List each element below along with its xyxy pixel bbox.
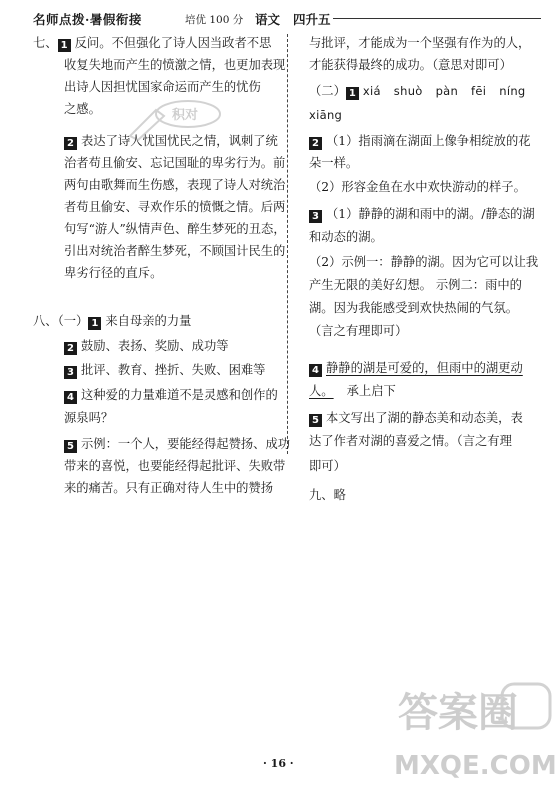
header-rule xyxy=(333,18,541,19)
answer-text: 和动态的湖。 xyxy=(309,230,383,244)
q8-4-line-1 xyxy=(64,387,278,404)
section-label: （二） xyxy=(309,84,346,98)
page-header xyxy=(33,8,538,28)
number-badge: 3 xyxy=(64,366,77,379)
grade-label: 四升五 xyxy=(293,12,331,27)
part2-5-line-1 xyxy=(309,410,523,427)
number-badge: 2 xyxy=(64,342,77,355)
part2-3-line-1 xyxy=(309,206,535,223)
section-label: 八、（一） xyxy=(33,314,89,328)
answer-text: 引出对统治者醉生梦死，不顾国计民生的 xyxy=(64,244,286,258)
answer-text: 源泉吗？ xyxy=(64,411,114,425)
answer-text: 表达了诗人忧国忧民之情，讽刺了统 xyxy=(81,134,278,148)
watermark-small xyxy=(116,96,236,142)
answer-text: 反问。不但强化了诗人因当政者不思 xyxy=(74,36,272,50)
number-badge: 4 xyxy=(64,391,77,404)
answer-text: （1）静静的湖和雨中的湖。/静态的湖 xyxy=(326,207,535,221)
answer-text: 达了作者对湖的喜爱之情。（言之有理 xyxy=(309,434,512,448)
answer-text: 示例：一个人，要能经得起赞扬、成功 xyxy=(81,437,291,451)
pinyin-row-1 xyxy=(309,83,526,100)
answer-text: 来的痛苦。只有正确对待人生中的赞扬 xyxy=(64,481,274,495)
answer-text: 之感。 xyxy=(64,102,101,116)
column-divider xyxy=(287,34,288,454)
book-title: 名师点拨·暑假衔接 xyxy=(33,12,142,27)
q9-answer: 九、略 xyxy=(309,488,346,502)
answer-text: （言之有理即可） xyxy=(309,324,408,338)
answer-text: （2）形容金鱼在水中欢快游动的样子。 xyxy=(309,180,526,194)
q8-5-line-1 xyxy=(64,436,290,453)
score-label: 培优 100 分 xyxy=(185,14,244,26)
page-number: · 16 · xyxy=(263,757,294,770)
answer-text: 两句由歌舞而生伤感，表现了诗人对统治 xyxy=(64,178,286,192)
answer-text: 批评、教育、挫折、失败、困难等 xyxy=(81,363,266,377)
number-badge: 2 xyxy=(64,137,77,150)
subject-label: 语文 xyxy=(255,12,281,27)
q7-line-1 xyxy=(33,35,271,52)
answer-text: 来自母亲的力量 xyxy=(105,314,192,328)
q8-3-line xyxy=(64,362,265,379)
number-badge: 1 xyxy=(88,317,101,330)
answer-text: 承上启下 xyxy=(346,384,396,398)
answer-text: 鼓励、表扬、奖励、成功等 xyxy=(81,339,229,353)
answer-text: 即可） xyxy=(309,459,346,473)
answer-text: 者苟且偷安、寻欢作乐的愤慨之情。后两 xyxy=(64,200,286,214)
svg-text:MXQE.COM: MXQE.COM xyxy=(394,751,557,781)
answer-text: 句写“游人”纵情声色、醉生梦死的丑态， xyxy=(64,222,286,236)
answer-text: 与批评，才能成为一个坚强有作为的人， xyxy=(309,36,531,50)
watermark-large xyxy=(392,678,559,785)
svg-text:积对: 积对 xyxy=(172,108,199,123)
number-badge: 5 xyxy=(64,440,77,453)
q8-line-1 xyxy=(33,313,191,330)
underlined-answer: 静静的湖是可爱的，但雨中的湖更动 xyxy=(326,361,523,375)
svg-text:答案圈: 答案圈 xyxy=(398,690,518,736)
answer-text: 朵一样。 xyxy=(309,156,359,170)
answer-text: 收复失地而产生的愤激之情，也更加表现 xyxy=(64,58,286,72)
answer-text: （1）指雨滴在湖面上像争相绽放的花 xyxy=(326,134,531,148)
answer-text: 卑劣行径的直斥。 xyxy=(64,266,163,280)
answer-text: 本文写出了湖的静态美和动态美，表 xyxy=(326,411,523,425)
number-badge: 5 xyxy=(309,414,322,427)
answer-text: 这种爱的力量难道不是灵感和创作的 xyxy=(81,388,278,402)
number-badge: 2 xyxy=(309,137,322,150)
part2-4-line-2 xyxy=(309,383,396,399)
answer-text: 带来的喜悦，也要能经得起批评、失败带 xyxy=(64,459,286,473)
number-badge: 1 xyxy=(58,39,71,52)
number-badge: 3 xyxy=(309,210,322,223)
answer-text: （2）示例一：静静的湖。因为它可以让我 xyxy=(309,255,539,269)
answer-text: 产生无限的美好幻想。 示例二：雨中的 xyxy=(309,278,522,292)
section-label: 七、 xyxy=(33,36,58,50)
underlined-answer: 人。 xyxy=(309,384,334,398)
answer-text: 湖。因为我能感受到欢快热闹的气氛。 xyxy=(309,301,519,315)
part2-4-line-1 xyxy=(309,360,523,377)
answer-text: 才能获得最终的成功。（意思对即可） xyxy=(309,58,512,72)
q8-2-line xyxy=(64,338,229,355)
answer-text: 治者苟且偷安、忘记国耻的卑劣行为。前 xyxy=(64,156,286,170)
part2-2-line-1 xyxy=(309,133,531,150)
answer-text: 出诗人因担忧国家命运而产生的忧伤 xyxy=(64,80,261,94)
pinyin-answers: xiāng xyxy=(309,108,343,122)
pinyin-answers: xiá shuò pàn fēi níng xyxy=(362,84,526,98)
number-badge: 4 xyxy=(309,364,322,377)
number-badge: 1 xyxy=(346,87,359,100)
